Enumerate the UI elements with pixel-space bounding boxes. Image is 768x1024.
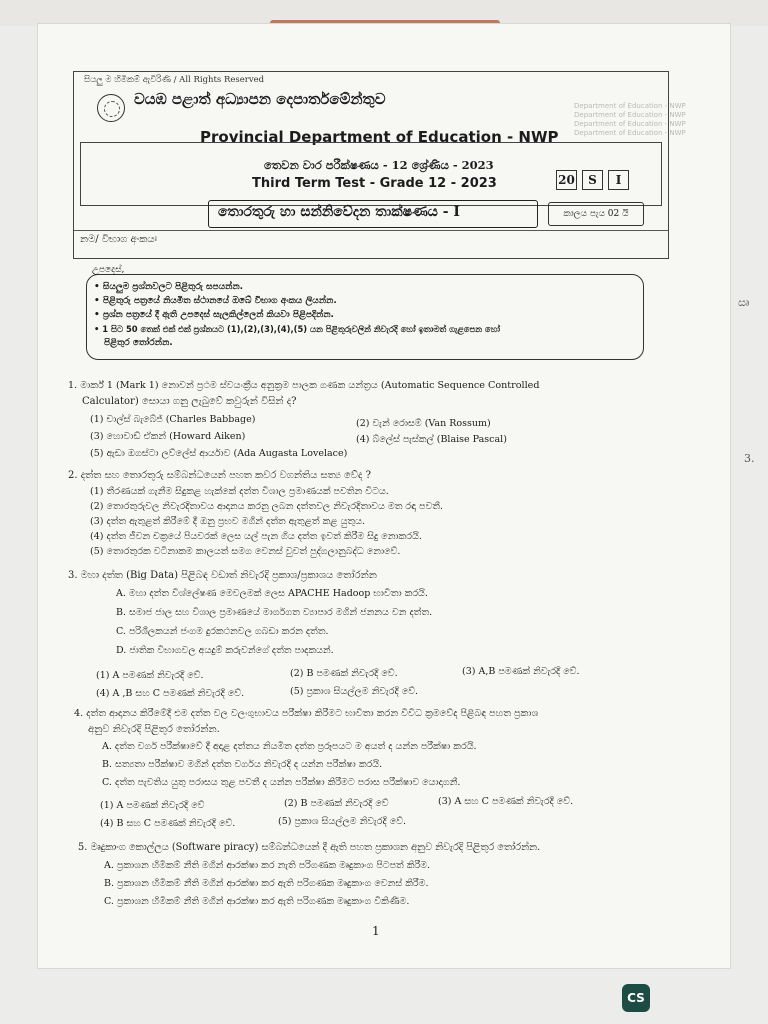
page-number: 1 xyxy=(372,924,380,938)
question-2-text: 2. දත්ත සහ තොරතුරු සම්බන්ධයෙන් පහත කවර වගන්තිය සත්‍ය වේද ? xyxy=(68,470,371,481)
question-3-text: 3. මහා දත්ත (Big Data) පිළිබඳ වඩාත් නිවැරදි ප්‍රකාශ/ප්‍රකාශය තෝරන්න xyxy=(68,570,377,581)
paper-code-subject: S xyxy=(582,170,603,190)
question-2-option: (5) තොරතුරක වටිනාකම කාලයත් සමග වෙනස් වුවත් පුද්ගලානුබද්ධ නොවේ. xyxy=(90,546,401,557)
question-2-option: (2) තොරතුරුවල නිවැරදිතාවය ආදානය කරනු ලබන දත්තවල නිවැරදිතාවය මත රඳා පවතී. xyxy=(90,501,444,512)
instruction-item-continued: පිළිතුර තෝරන්න. xyxy=(104,338,173,348)
time-allowed: කාලය පැය 02 යි xyxy=(548,202,644,226)
watermark-text: Department of Education - NWP Department of Education - NWP Department of Education - NWP Department of Education - NWP xyxy=(574,102,686,137)
question-5-statement: A. ප්‍රකාශන හිමිකම් නීති මගින් ආරක්ෂා කර නැති පරිගණක මෘදුකාංග පිටපත් කිරීම. xyxy=(104,860,431,871)
edge-mark: 3. xyxy=(744,452,755,465)
paper-code-part: I xyxy=(608,170,629,190)
name-divider xyxy=(74,230,668,231)
crest-logo xyxy=(97,94,125,122)
question-4-statement: B. සත්‍යතා පරීක්ෂාව මගින් දත්ත වර්ගය නිවැරදි ද යන්න පරීක්ෂා කරයි. xyxy=(102,759,383,770)
question-5-text: 5. මෘදුකාංග කොල්ලය (Software piracy) සම්බන්ධයෙන් දී ඇති පහත ප්‍රකාශන අනුව නිවැරදි පිළිතුර තෝරන්න. xyxy=(78,842,541,853)
edge-mark: ඍ xyxy=(738,296,750,309)
question-5-statement: B. ප්‍රකාශන හිමිකම් නීති මගින් ආරක්ෂා කර ඇති පරිගණක මෘදුකාංග වෙනස් කිරීම. xyxy=(104,878,429,889)
department-name-sinhala: වයඹ පළාත් අධ්‍යාපන දෙපාර්තමේන්තුව xyxy=(134,90,386,108)
exam-page xyxy=(38,24,730,968)
question-1-option: (3) හොවාඩ් ඒකන් (Howard Aiken) xyxy=(90,431,246,442)
question-4-text: 4. දත්ත ආදානය කිරීමේදී එම දත්ත වල වලංගුභාවය පරීක්ෂා කිරීමට භාවිතා කරන විවිධ ක්‍රමවේද පිළිබඳ පහත ප්‍රකාශ xyxy=(74,708,539,719)
instruction-item: • සියලුම ප්‍රශ්නවලට පිළිතුරු සපයන්න. xyxy=(94,282,244,292)
question-1-option: (2) වැන් රොසම් (Van Rossum) xyxy=(356,418,491,429)
question-1-text: 1. මාර්ක් 1 (Mark 1) නොවන් ප්‍රථම ස්වයංක්‍රීය අනුක්‍රම පාලක ගණක යන්ත්‍රය (Automatic Sequence Controlled xyxy=(68,380,540,391)
question-3-option: (1) A පමණක් නිවැරදි වේ. xyxy=(96,670,204,681)
scanner-app-badge: CS xyxy=(622,984,650,1012)
question-4-option: (1) A පමණක් නිවැරදි වේ xyxy=(100,800,205,811)
instruction-item: • පිළිතුරු පත්‍රයේ නියමිත ස්ථානයේ ඔබේ විභාග අංකය ලියන්න. xyxy=(94,296,337,306)
instruction-item: • ප්‍රශ්න පත්‍රයේ දී ඇති උපදෙස් සැලකිල්ලෙන් කියවා පිළිපදින්න. xyxy=(94,310,334,320)
question-4-option: (3) A සහ C පමණක් නිවැරදි වේ. xyxy=(438,796,574,807)
question-3-option: (4) A ,B සහ C පමණක් නිවැරදි වේ. xyxy=(96,688,245,699)
question-2-option: (3) දත්ත ඇතුළත් කිරීමේ දී ඔනු ප්‍රභව මගින් දත්ත ඇතුළත් කළ යුතුය. xyxy=(90,516,365,527)
question-3-statement: C. පරිශීලකයන් ජංගම දුරකථනවල ගබඩා කරන දත්ත. xyxy=(116,626,329,637)
question-1-option: (5) ඇඩා ඔගස්ටා ලව්ලේස් ආර්යාව (Ada Augasta Lovelace) xyxy=(90,448,348,459)
question-2-option: (1) තීරණයක් ගැනීම සිදුකළ හැක්කේ දත්ත විශාල ප්‍රමාණයක් පවතින විටය. xyxy=(90,486,389,497)
question-3-option: (5) ප්‍රකාශ සියල්ලම නිවැරදි වේ. xyxy=(290,686,419,697)
subject-title: තොරතුරු හා සන්නිවේදන තාක්ෂණය - I xyxy=(218,204,460,220)
question-4-text: අනුව නිවැරදි පිළිතුර තෝරන්න. xyxy=(88,724,220,735)
instruction-item: • 1 සිට 50 තෙක් එක් එක් ප්‍රශ්නයට (1),(2),(3),(4),(5) යන පිළිතුරුවලින් නිවැරදි හෝ ඉතාමත් ගැළපෙන හෝ xyxy=(94,324,500,334)
rights-reserved: සියලු ම හිමිකම් ඇවිරිණි / All Rights Reserved xyxy=(84,75,265,85)
question-3-statement: B. සමාජ ජාල සහ විශාල ප්‍රමාණයේ මාර්ගගත ව්‍යාපාර මගින් ජනනය වන දත්ත. xyxy=(116,607,433,618)
question-1-option: (1) චාල්ස් බැබේජ් (Charles Babbage) xyxy=(90,414,256,425)
question-3-option: (2) B පමණක් නිවැරදි වේ. xyxy=(290,668,398,679)
question-3-statement: A. මහා දත්ත විශ්ලේෂණ මෙවලමක් ලෙස APACHE Hadoop භාවිතා කරයි. xyxy=(116,588,428,599)
question-4-statement: A. දත්ත වර්ග පරීක්ෂාවේ දී අදාළ දත්තය නියමිත දත්ත ප්‍රරූපයට ම අයත් ද යන්න පරීක්ෂා කරයි. xyxy=(102,741,477,752)
question-4-option: (5) ප්‍රකාශ සියල්ලම නිවැරදි වේ. xyxy=(278,816,407,827)
question-5-statement: C. ප්‍රකාශන හිමිකම් නීති මගින් ආරක්ෂා කර ඇති පරිගණක මෘදුකාංග විකිණීම. xyxy=(104,896,410,907)
test-title-english: Third Term Test - Grade 12 - 2023 xyxy=(252,176,497,191)
question-4-option: (4) B සහ C පමණක් නිවැරදි වේ. xyxy=(100,818,236,829)
department-name-english: Provincial Department of Education - NWP xyxy=(200,128,559,146)
question-1-text: Calculator) සොයා ගනු ලැබුවේ කවුරුන් විසින් ද? xyxy=(82,396,297,407)
instructions-title: උපදෙස්, xyxy=(92,265,125,275)
question-3-option: (3) A,B පමණක් නිවැරදි වේ. xyxy=(462,666,580,677)
question-4-statement: C. දත්ත පැවතිය යුතු පරාසය තුළ පවතී ද යන්න පරීක්ෂා කිරීමට පරාස පරීක්ෂාව යොදාගනී. xyxy=(102,777,461,788)
question-2-option: (4) දත්ත ජීවන චක්‍රයේ පියවරක් ලෙස යල් පැන ගිය දත්ත ඉවත් කිරීම සිදු නොකරයි. xyxy=(90,531,422,542)
name-index-label: නම/ විභාග අංකයඃ xyxy=(80,234,158,245)
test-title-sinhala: තෙවන වාර පරීක්ෂණය - 12 ශ්‍රේණිය - 2023 xyxy=(264,158,494,172)
paper-code-year: 20 xyxy=(556,170,577,190)
question-3-statement: D. ජාතික විභාගවල අයදුම් කරුවන්ගේ දත්ත පාදකයන්. xyxy=(116,645,334,656)
question-4-option: (2) B පමණක් නිවැරදි වේ xyxy=(284,798,389,809)
question-1-option: (4) බ්ලේස් පැස්කල් (Blaise Pascal) xyxy=(356,434,507,445)
